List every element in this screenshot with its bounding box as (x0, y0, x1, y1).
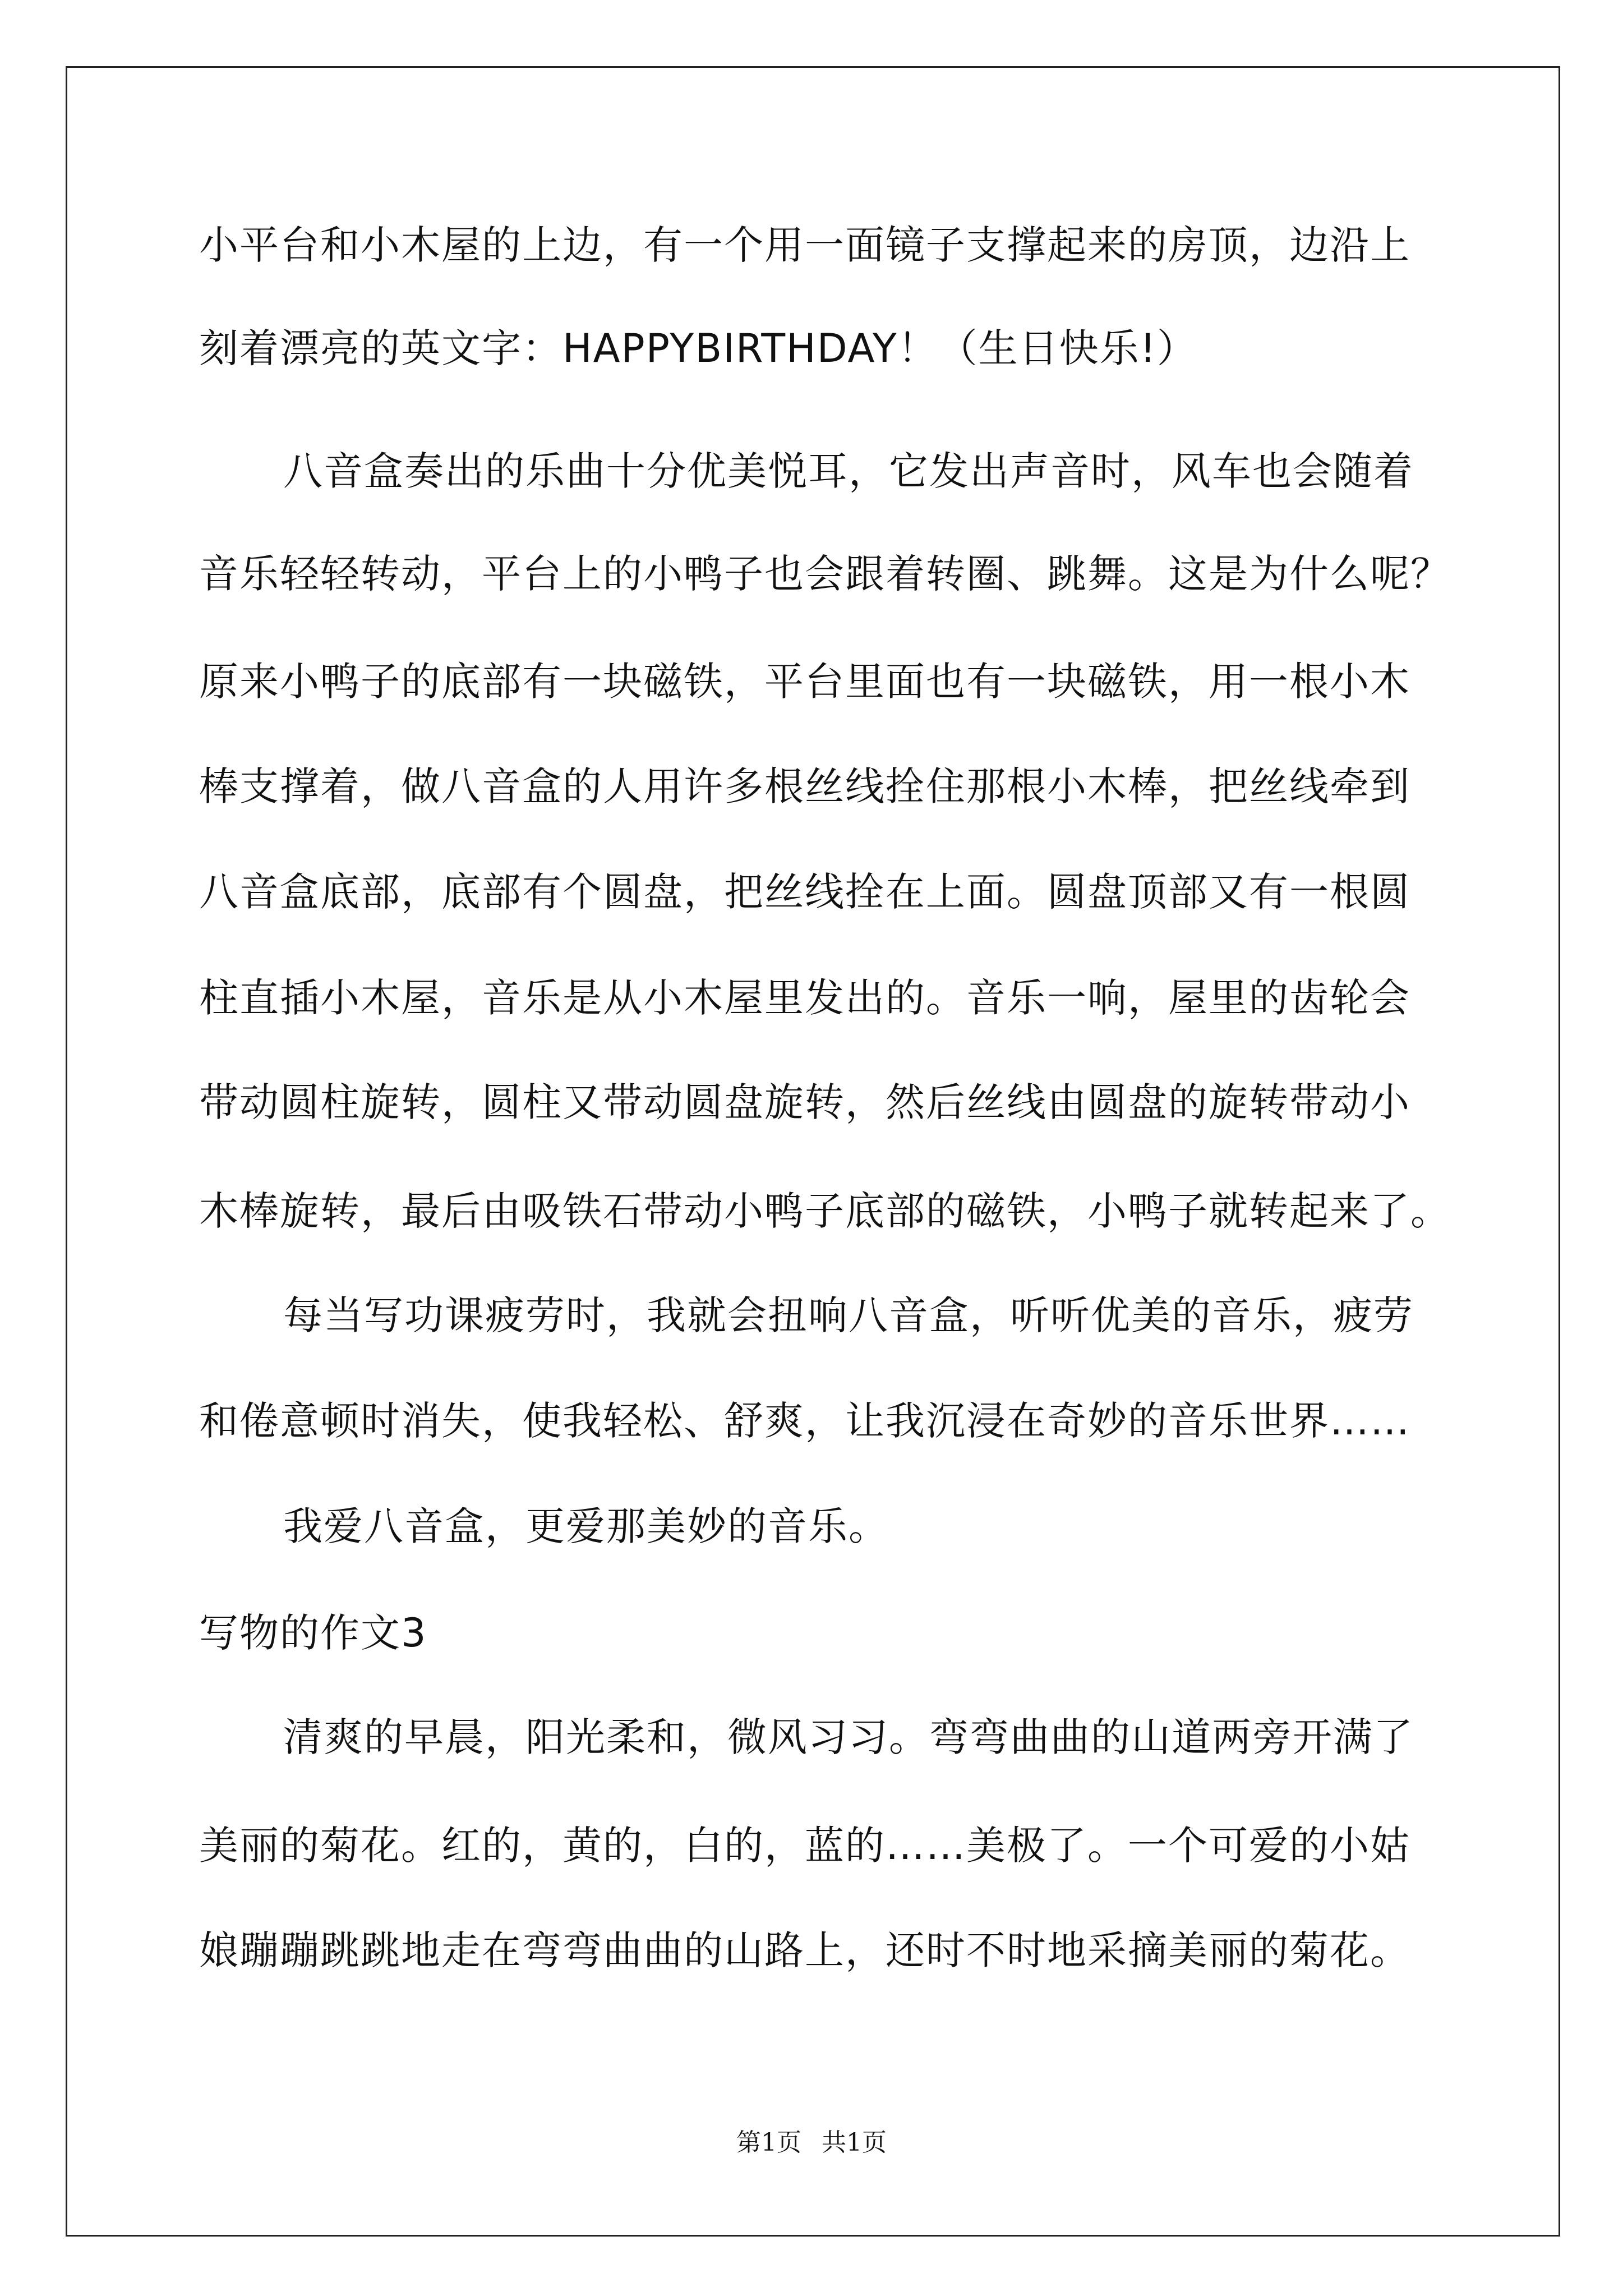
page-footer (0, 2126, 1623, 2160)
paragraph-first-line: 每当写功课疲劳时，我就会扭响八音盒，听听优美的音乐，疲劳 (283, 1292, 1414, 1338)
text-line-4: 音乐轻轻转动，平台上的小鸭子也会跟着转圈、跳舞。这是为什么呢？ (199, 551, 1451, 597)
text-line-2: 刻着漂亮的英文字：HAPPYBIRTHDAY！（生日快乐!） (199, 325, 1197, 371)
text-line-5: 原来小鸭子的底部有一块磁铁，平台里面也有一块磁铁，用一根小木 (199, 659, 1410, 705)
page-number: 第1页 (736, 2128, 801, 2157)
text-line-9: 带动圆柱旋转，圆柱又带动圆盘旋转，然后丝线由圆盘的旋转带动小 (199, 1079, 1410, 1125)
text-line-7: 八音盒底部，底部有个圆盘，把丝线拴在上面。圆盘顶部又有一根圆 (199, 869, 1410, 915)
text-line-10: 木棒旋转，最后由吸铁石带动小鸭子底部的磁铁，小鸭子就转起来了。 (199, 1188, 1451, 1234)
text-line-16: 美丽的菊花。红的，黄的，白的，蓝的……美极了。一个可爱的小姑 (199, 1823, 1410, 1869)
section-heading: 写物的作文3 (199, 1610, 427, 1656)
page-border (66, 66, 1560, 2237)
paragraph-first-line: 八音盒奏出的乐曲十分优美悦耳，它发出声音时，风车也会随着 (283, 448, 1414, 494)
text-line-8: 柱直插小木屋，音乐是从小木屋里发出的。音乐一响，屋里的齿轮会 (199, 975, 1410, 1021)
page-total: 共1页 (822, 2128, 887, 2157)
text-line-12: 和倦意顿时消失，使我轻松、舒爽，让我沉浸在奇妙的音乐世界…… (199, 1398, 1410, 1444)
text-line-6: 棒支撑着，做八音盒的人用许多根丝线拴住那根小木棒，把丝线牵到 (199, 763, 1410, 809)
paragraph-first-line: 清爽的早晨，阳光柔和，微风习习。弯弯曲曲的山道两旁开满了 (283, 1714, 1414, 1760)
text-line-17: 娘蹦蹦跳跳地走在弯弯曲曲的山路上，还时不时地采摘美丽的菊花。 (199, 1927, 1410, 1973)
text-line-1: 小平台和小木屋的上边，有一个用一面镜子支撑起来的房顶，边沿上 (199, 222, 1410, 268)
paragraph-first-line: 我爱八音盒，更爱那美妙的音乐。 (283, 1503, 889, 1549)
